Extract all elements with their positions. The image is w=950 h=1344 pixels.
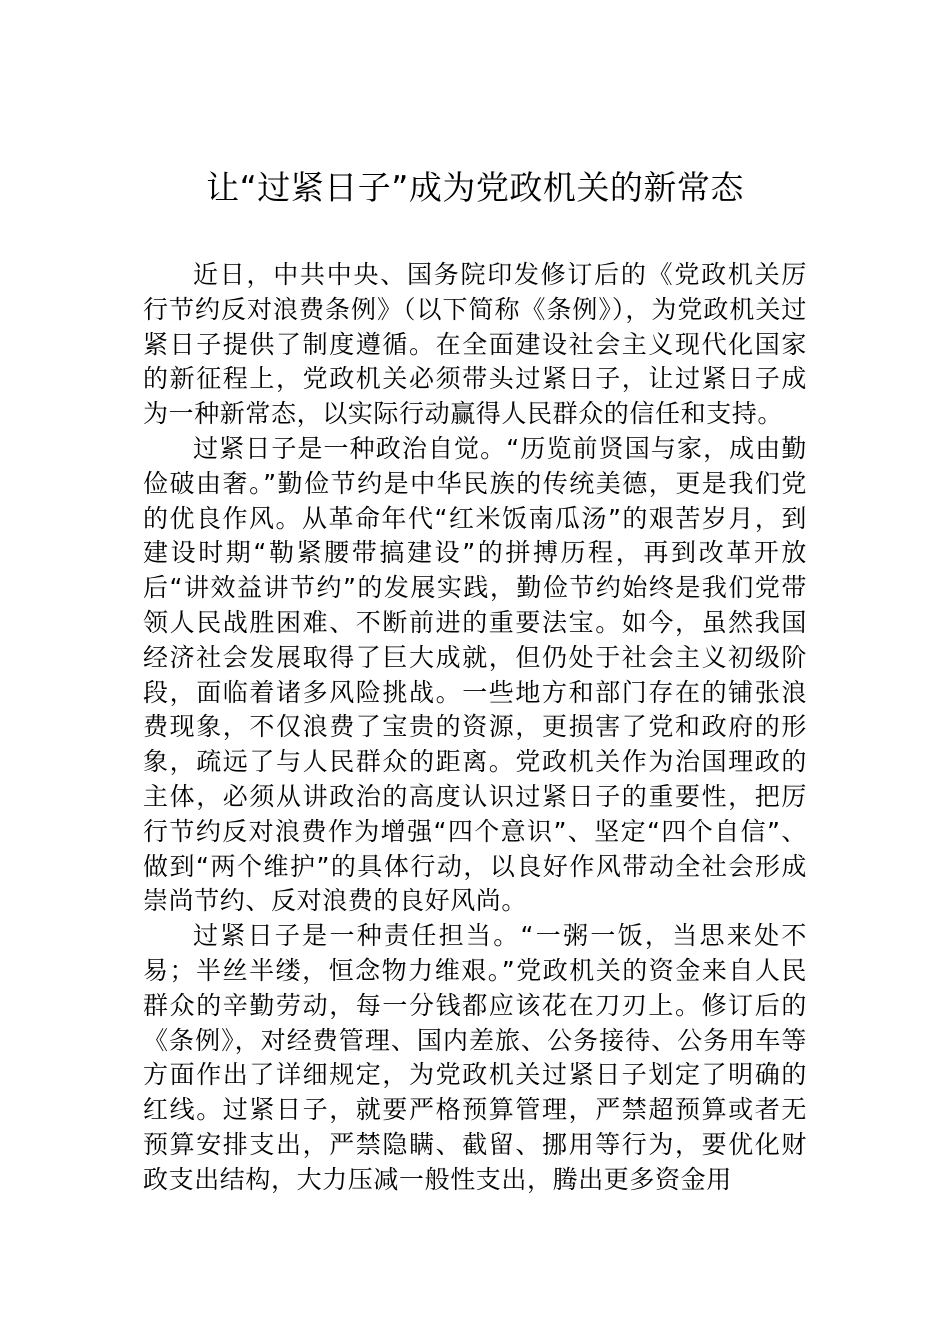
paragraph-responsibility: 过紧日子是一种责任担当。“一粥一饭，当思来处不易；半丝半缕，恒念物力维艰。”党政机关的资金来自人民群众的辛勤劳动，每一分钱都应该花在刀刃上。修订后的《条例》，对经费管理、国内差旅、公务接待、公务用车等方面作出了详细规定，为党政机关过紧日子划定了明确的红线。过紧日子，就要严格预算管理，严禁超预算或者无预算安排支出，严禁隐瞒、截留、挪用等行为，要优化财政支出结构，大力压减一般性支出，腾出更多资金用: [143, 921, 807, 1194]
document-body: [143, 258, 807, 1198]
document-title: 让“过紧日子”成为党政机关的新常态: [206, 168, 744, 207]
paragraph-intro: 近日，中共中央、国务院印发修订后的《党政机关厉行节约反对浪费条例》（以下简称《条例》），为党政机关过紧日子提供了制度遵循。在全面建设社会主义现代化国家的新征程上，党政机关必须带头过紧日子，让过紧日子成为一种新常态，以实际行动赢得人民群众的信任和支持。: [143, 260, 807, 429]
paragraph-political-awareness: 过紧日子是一种政治自觉。“历览前贤国与家，成由勤俭破由奢。”勤俭节约是中华民族的传统美德，更是我们党的优良作风。从革命年代“红米饭南瓜汤”的艰苦岁月，到建设时期“勒紧腰带搞建设”的拼搏历程，再到改革开放后“讲效益讲节约”的发展实践，勤俭节约始终是我们党带领人民战胜困难、不断前进的重要法宝。如今，虽然我国经济社会发展取得了巨大成就，但仍处于社会主义初级阶段，面临着诸多风险挑战。一些地方和部门存在的铺张浪费现象，不仅浪费了宝贵的资源，更损害了党和政府的形象，疏远了与人民群众的距离。党政机关作为治国理政的主体，必须从讲政治的高度认识过紧日子的重要性，把厉行节约反对浪费作为增强“四个意识”、坚定“四个自信”、做到“两个维护”的具体行动，以良好作风带动全社会形成崇尚节约、反对浪费的良好风尚。: [143, 433, 807, 916]
